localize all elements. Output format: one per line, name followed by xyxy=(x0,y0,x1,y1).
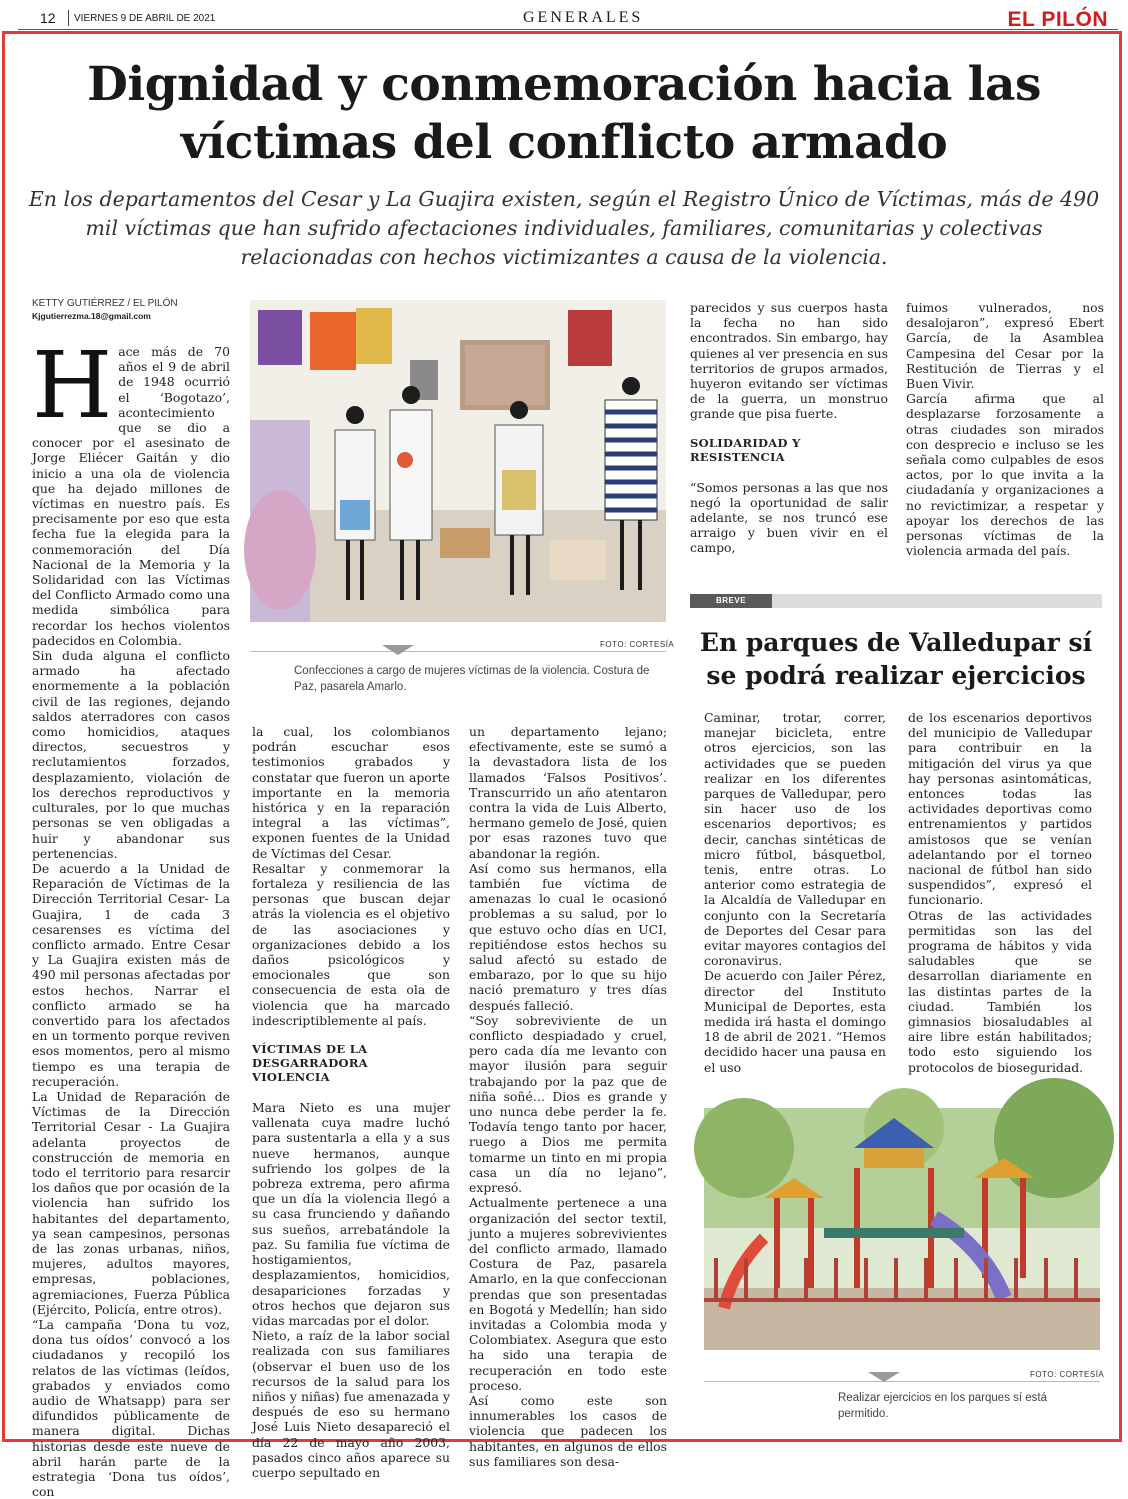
photo-caption: Confecciones a cargo de mujeres víctimas de la violencia. Costura de Paz, pasarela Amarlo. xyxy=(294,665,650,693)
photo-credit: FOTO: CORTESÍA xyxy=(1030,1370,1105,1379)
caption-rule xyxy=(250,651,666,652)
breve-column-1 xyxy=(704,710,886,1075)
body-paragraph: De acuerdo a la Unidad de Reparación de Víctimas de la Dirección Territorial Cesar- La Guajira, 1 de cada 3 cesarenses es víctima del conflicto armado. Entre Cesar y La Guajira existen más de 490 mil personas afectadas por estos hechos. Narrar el conflicto armado se ha convertido para los afectados en un tormento porque reviven esos momentos, pero al mismo tiempo es una terapia de recuperación. xyxy=(32,860,230,1089)
article-column-5 xyxy=(906,300,1104,558)
caption-pointer-icon xyxy=(382,645,414,655)
header-divider xyxy=(68,10,69,26)
article-column-2 xyxy=(252,724,450,1480)
body-paragraph: Sin duda alguna el conflicto armado ha afectado enormemente a la población civil de las regiones, dejando saldos aterradores con casos como homicidios, ataques directos, secuestros y reclutamientos forzados, desplazamiento, violación de los derechos reproductivos y culturales, por lo que muchas personas se ven obligadas a huir y abandonar sus pertenencias. xyxy=(32,648,230,861)
issue-date: VIERNES 9 DE ABRIL DE 2021 xyxy=(74,13,216,24)
body-paragraph: de los escenarios deportivos del municipio de Valledupar para contribuir en la mitigación del virus ya que hay personas asintomáticas, entonces todas las actividades deportivas como entrenamientos y partidos amistosos que se venían adelantando por el torneo nacional de fútbol han sido suspendidos”, expresó el funcionario. xyxy=(908,710,1092,908)
playground-photo xyxy=(704,1108,1100,1350)
playground-image xyxy=(704,1108,1100,1350)
brand-logo: EL PILÓN xyxy=(1007,8,1108,31)
body-paragraph: Nieto, a raíz de la labor social realizada con sus familiares (observar el buen uso de los recursos de la salud para los niños y niñas) fue amenazada y después de eso su hermano José Luis Nieto desapareció el día 22 de mayo año 2003, pasados cinco años aparece su cuerpo sepultado en xyxy=(252,1328,450,1480)
headline-line-1: Dignidad y conmemoración hacia las xyxy=(87,57,1041,112)
deck: En los departamentos del Cesar y La Guajira existen, según el Registro Único de Víctimas, más de 490 mil víctimas que han sufrido afectaciones individuales, familiares, comunitarias y colectivas relacionadas con hechos victimizantes a causa de la violencia. xyxy=(28,187,1100,269)
body-paragraph: Resaltar y conmemorar la fortaleza y resiliencia de las personas que buscan dejar atrás la violencia es el objetivo de las asociaciones y organizaciones debido a los daños psicológicos y emocionales que son consecuencia de esta ola de violencia que ha marcado indescriptiblemente al país. xyxy=(252,860,450,1028)
headline-line-2: víctimas del conflicto armado xyxy=(180,115,948,170)
body-paragraph: “Somos personas a las que nos negó la oportunidad de salir adelante, se nos truncó ese arraigo y buen vivir en el campo, xyxy=(690,479,888,556)
drop-cap: H xyxy=(32,332,113,439)
byline: KETTY GUTIÉRREZ / EL PILÓN xyxy=(32,298,178,309)
lead-paragraph: Hace más de 70 años el 9 de abril de 1948 ocurrió el ‘Bogotazo’, acontecimiento que se dio a conocer por el asesinato de Jorge Eliécer Gaitán y dio inicio a una ola de violencia que ha dejado millones de víctimas en nuestro país. Es precisamente por eso que esta fecha fue la elegida para la conmemoración del Día Nacional de la Memoria y la Solidaridad con las Víctimas del Conflicto Armado como una medida simbólica para recordar los hechos violentos padecidos en Colombia. xyxy=(32,332,230,648)
breve-tag: BREVE xyxy=(690,594,772,608)
body-paragraph: Otras de las actividades permitidas son las del programa de hábitos y vida saludables que se desarrollan diariamente en las distintas partes de la ciudad. También los gimnasios biosaludables al aire libre están habilitados; todo esto siguiendo los protocolos de bioseguridad. xyxy=(908,907,1092,1075)
section-name: GENERALES xyxy=(523,9,644,26)
caption-rule xyxy=(704,1381,1100,1382)
author-email: Kjgutierrezma.18@gmail.com xyxy=(32,311,151,321)
photo-credit: FOTO: CORTESÍA xyxy=(600,640,675,649)
headline xyxy=(20,56,1108,172)
subhead: SOLIDARIDAD Y RESISTENCIA xyxy=(690,435,801,464)
article-column-4 xyxy=(690,300,888,556)
body-paragraph: Actualmente pertenece a una organización del sector textil, junto a mujeres sobrevivientes del conflicto armado, llamado Costura de Paz, pasarela Amarlo, en la que confeccionan prendas que son presentadas en Bogotá y Medellín; han sido invitadas a Colombia moda y Colombiatex. Asegura que esto ha sido una terapia de recuperación en todo este proceso. xyxy=(469,1195,667,1393)
body-paragraph: “La campaña ‘Dona tu voz, dona tus oídos’ convocó a los ciudadanos y recopiló los relatos de las víctimas (leídos, grabados y enviados como audio de Whatsapp) para ser difundidos públicamente de manera digital. Dichas historias desde este nueve de abril harán parte de la estrategia ‘Dona tus oídos’, con xyxy=(32,1317,230,1499)
body-paragraph: Mara Nieto es una mujer vallenata cuya madre luchó para sustentarla a ella y a sus nueve hermanos, aunque sufriendo los golpes de la pobreza extrema, pero afirma que un día la violencia llegó a su casa frunciendo y dañando sus sueños, arrebatándole la paz. Su familia fue víctima de hostigamientos, desplazamientos, homicidios, desapariciones forzadas y otros hechos que dejaron sus vidas marcadas por el dolor. xyxy=(252,1100,450,1328)
body-paragraph: De acuerdo con Jailer Pérez, director del Instituto Municipal de Deportes, esta medida irá hasta el domingo 18 de abril de 2021. “Hemos decidido hacer una pausa en el uso xyxy=(704,968,886,1075)
photo-caption: Realizar ejercicios en los parques sí está permitido. xyxy=(838,1392,1048,1420)
breve-column-2 xyxy=(908,710,1092,1075)
body-paragraph: La Unidad de Reparación de Víctimas de la Dirección Territorial Cesar - La Guajira adelanta proyectos de construcción de memoria en todo el territorio para resarcir los daños que por ocasión de la violencia han sufrido los habitantes del departamento, ya sean campesinos, personas de las zonas urbanas, niños, mujeres, adultos mayores, empresas, poblaciones, agremiaciones, Fuerza Pública (Ejército, Policía, entre otros). xyxy=(32,1088,230,1317)
article-column-1 xyxy=(32,332,230,1499)
body-paragraph: parecidos y sus cuerpos hasta la fecha no han sido encontrados. Sin embargo, hay quienes al ver presencia en sus territorios de grupos armados, huyeron evitando ser víctimas de la guerra, un monstruo grande que pisa fuerte. xyxy=(690,300,888,422)
page-header xyxy=(18,8,1118,30)
body-paragraph: Así como sus hermanos, ella también fue víctima de amenazas lo cual le ocasionó problemas a su salud, por lo que estuvo ocho días en UCI, repitiéndose estos hechos su salud afectó su estado de embarazo, por lo que su hijo nació prematuro y tres días después falleció. xyxy=(469,860,667,1013)
body-paragraph: la cual, los colombianos podrán escuchar esos testimonios grabados y constatar que fueron un aporte importante en la memoria histórica y en la reparación integral a las víctimas”, exponen fuentes de la Unidad de Víctimas del Cesar. xyxy=(252,724,450,861)
body-paragraph: un departamento lejano; efectivamente, este se sumó a la devastadora lista de los llamados ‘Falsos Positivos’. Transcurrido un año atentaron contra la vida de Luis Alberto, hermano gemelo de José, quien por esas razones tuvo que abandonar la región. xyxy=(469,724,667,861)
breve-headline: En parques de Valledupar sí se podrá realizar ejercicios xyxy=(699,628,1093,690)
mannequins-photo xyxy=(250,300,666,622)
page-number: 12 xyxy=(40,10,56,26)
subhead: VÍCTIMAS DE LA DESGARRADORA VIOLENCIA xyxy=(252,1042,368,1085)
caption-pointer-icon xyxy=(868,1372,900,1382)
mannequins-image xyxy=(250,300,666,622)
body-paragraph: Así como este son innumerables los casos de violencia que padecen los habitantes, en algunos de ellos sus familiares son desa- xyxy=(469,1392,667,1469)
body-paragraph: Caminar, trotar, correr, manejar bicicleta, entre otros ejercicios, son las actividades que se pueden realizar en los diferentes parques de Valledupar, pero sin hacer uso de los escenarios deportivos; es decir, canchas sintéticas de micro fútbol, básquetbol, tenis, entre otras. Lo anterior como estrategia de la Alcaldía de Valledupar en conjunto con la Secretaría de Deportes del Cesar para evitar mayores contagios del coronavirus. xyxy=(704,710,886,969)
body-paragraph: García afirma que al desplazarse forzosamente a otras ciudades son mirados con desprecio e incluso se les señala como culpables de esos actos, por lo que invita a la ciudadanía y organizaciones a no revictimizar, a respetar y apoyar los derechos de las personas víctimas de la violencia armada del país. xyxy=(906,391,1104,559)
body-paragraph: fuimos vulnerados, nos desalojaron”, expresó Ebert García, de la Asamblea Campesina del Cesar por la Restitución de Tierras y el Buen Vivir. xyxy=(906,300,1104,392)
article-column-3 xyxy=(469,724,667,1469)
body-paragraph: “Soy sobreviviente de un conflicto despiadado y cruel, pero cada día me levanto con mayor ilusión para seguir trabajando por la paz que de niña soñé… Dios es grande y uno nunca debe perder la fe. Todavía tengo tanto por hacer, ruego a Dios me permita tomarme un tinto en mi propia casa un día no lejano”, expresó. xyxy=(469,1012,667,1196)
